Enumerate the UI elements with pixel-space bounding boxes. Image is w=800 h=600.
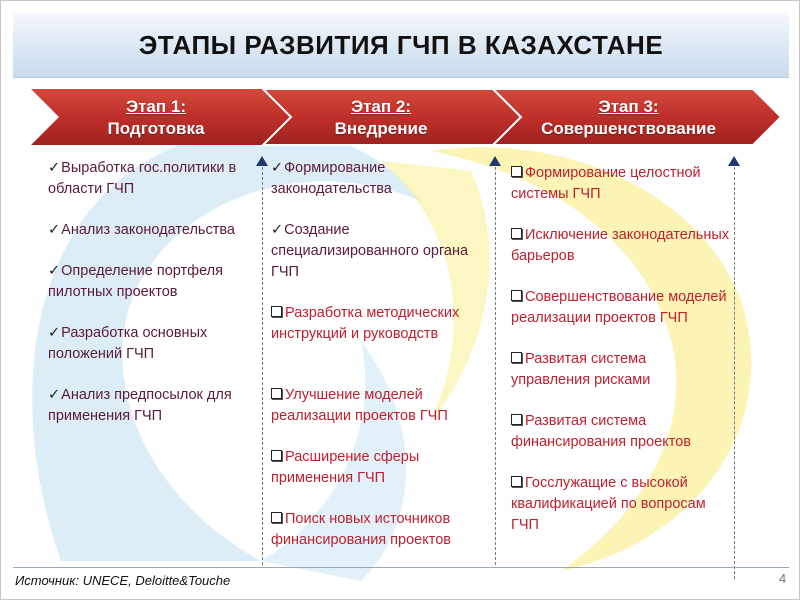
- checkbox-icon: [511, 352, 522, 363]
- checkbox-icon: [271, 306, 282, 317]
- stage-1-tasks: [48, 158, 260, 447]
- task-text: Выработка гос.политики в области ГЧП: [48, 160, 237, 197]
- stage-2-name: Внедрение: [334, 119, 428, 138]
- task-item: [271, 447, 489, 489]
- stage-3-label: [506, 96, 751, 140]
- divider-3: [734, 167, 735, 579]
- stage-1-number: Этап 1:: [126, 97, 186, 116]
- task-text: Развитая система финансирования проектов: [511, 413, 691, 450]
- task-item: [511, 287, 729, 329]
- task-text: Анализ законодательства: [61, 222, 235, 238]
- task-item: [511, 473, 729, 536]
- check-icon: ✓: [48, 222, 61, 238]
- check-icon: ✓: [48, 387, 61, 403]
- task-item: [48, 385, 260, 427]
- task-text: Определение портфеля пилотных проектов: [48, 263, 223, 300]
- divider-2: [495, 167, 496, 565]
- stage-3-number: Этап 3:: [598, 97, 659, 116]
- task-text: Госслужащие с высокой квалификацией по вопросам ГЧП: [511, 475, 706, 533]
- task-text: Расширение сферы применения ГЧП: [271, 449, 420, 486]
- task-item: [48, 323, 260, 365]
- task-text: Разработка основных положений ГЧП: [48, 325, 208, 362]
- stage-1-label: [61, 96, 251, 140]
- stage-marker-3: [728, 156, 740, 166]
- check-icon: ✓: [271, 222, 284, 238]
- stage-3-name: Совершенствование: [541, 119, 716, 138]
- source-note: Источник: UNECE, Deloitte&Touche: [15, 573, 231, 588]
- footer-divider: [13, 567, 789, 568]
- checkbox-icon: [511, 166, 522, 177]
- task-text: Формирование законодательства: [271, 160, 392, 197]
- task-text: Совершенствование моделей реализации проектов ГЧП: [511, 289, 727, 326]
- task-item: [271, 385, 489, 427]
- check-icon: ✓: [271, 160, 284, 176]
- stage-2-label: [281, 96, 481, 140]
- task-item: [511, 163, 729, 205]
- stage-3-tasks: [511, 163, 729, 556]
- task-item: [271, 303, 489, 345]
- checkbox-icon: [271, 388, 282, 399]
- stage-marker-2: [489, 156, 501, 166]
- stage-2-number: Этап 2:: [351, 97, 411, 116]
- task-item: [48, 158, 260, 200]
- task-item: [271, 158, 489, 200]
- task-item: [271, 509, 489, 551]
- task-text: Анализ предпосылок для применения ГЧП: [48, 387, 232, 424]
- check-icon: ✓: [48, 325, 61, 341]
- task-text: Формирование целостной системы ГЧП: [511, 165, 701, 202]
- stage-1-name: Подготовка: [107, 119, 205, 138]
- page-number: 4: [779, 571, 787, 586]
- task-text: Исключение законодательных барьеров: [511, 227, 730, 264]
- task-text: Улучшение моделей реализации проектов ГЧП: [271, 387, 448, 424]
- page-title: ЭТАПЫ РАЗВИТИЯ ГЧП В КАЗАХСТАНЕ: [138, 29, 664, 60]
- task-item: [48, 220, 260, 241]
- task-item: [271, 220, 489, 283]
- task-item: [511, 225, 729, 267]
- title-bar: [13, 13, 789, 78]
- checkbox-icon: [271, 512, 282, 523]
- checkbox-icon: [511, 476, 522, 487]
- task-item: [511, 349, 729, 391]
- task-item: [511, 411, 729, 453]
- task-text: Поиск новых источников финансирования проектов: [271, 511, 451, 548]
- check-icon: ✓: [48, 263, 61, 279]
- task-text: Разработка методических инструкций и руководств: [271, 305, 460, 342]
- checkbox-icon: [511, 414, 522, 425]
- checkbox-icon: [271, 450, 282, 461]
- check-icon: ✓: [48, 160, 61, 176]
- task-text: Создание специализированного органа ГЧП: [271, 222, 469, 280]
- stage-2-tasks: [271, 158, 489, 571]
- checkbox-icon: [511, 228, 522, 239]
- task-item: [48, 261, 260, 303]
- task-text: Развитая система управления рисками: [511, 351, 651, 388]
- checkbox-icon: [511, 290, 522, 301]
- divider-1: [262, 167, 263, 565]
